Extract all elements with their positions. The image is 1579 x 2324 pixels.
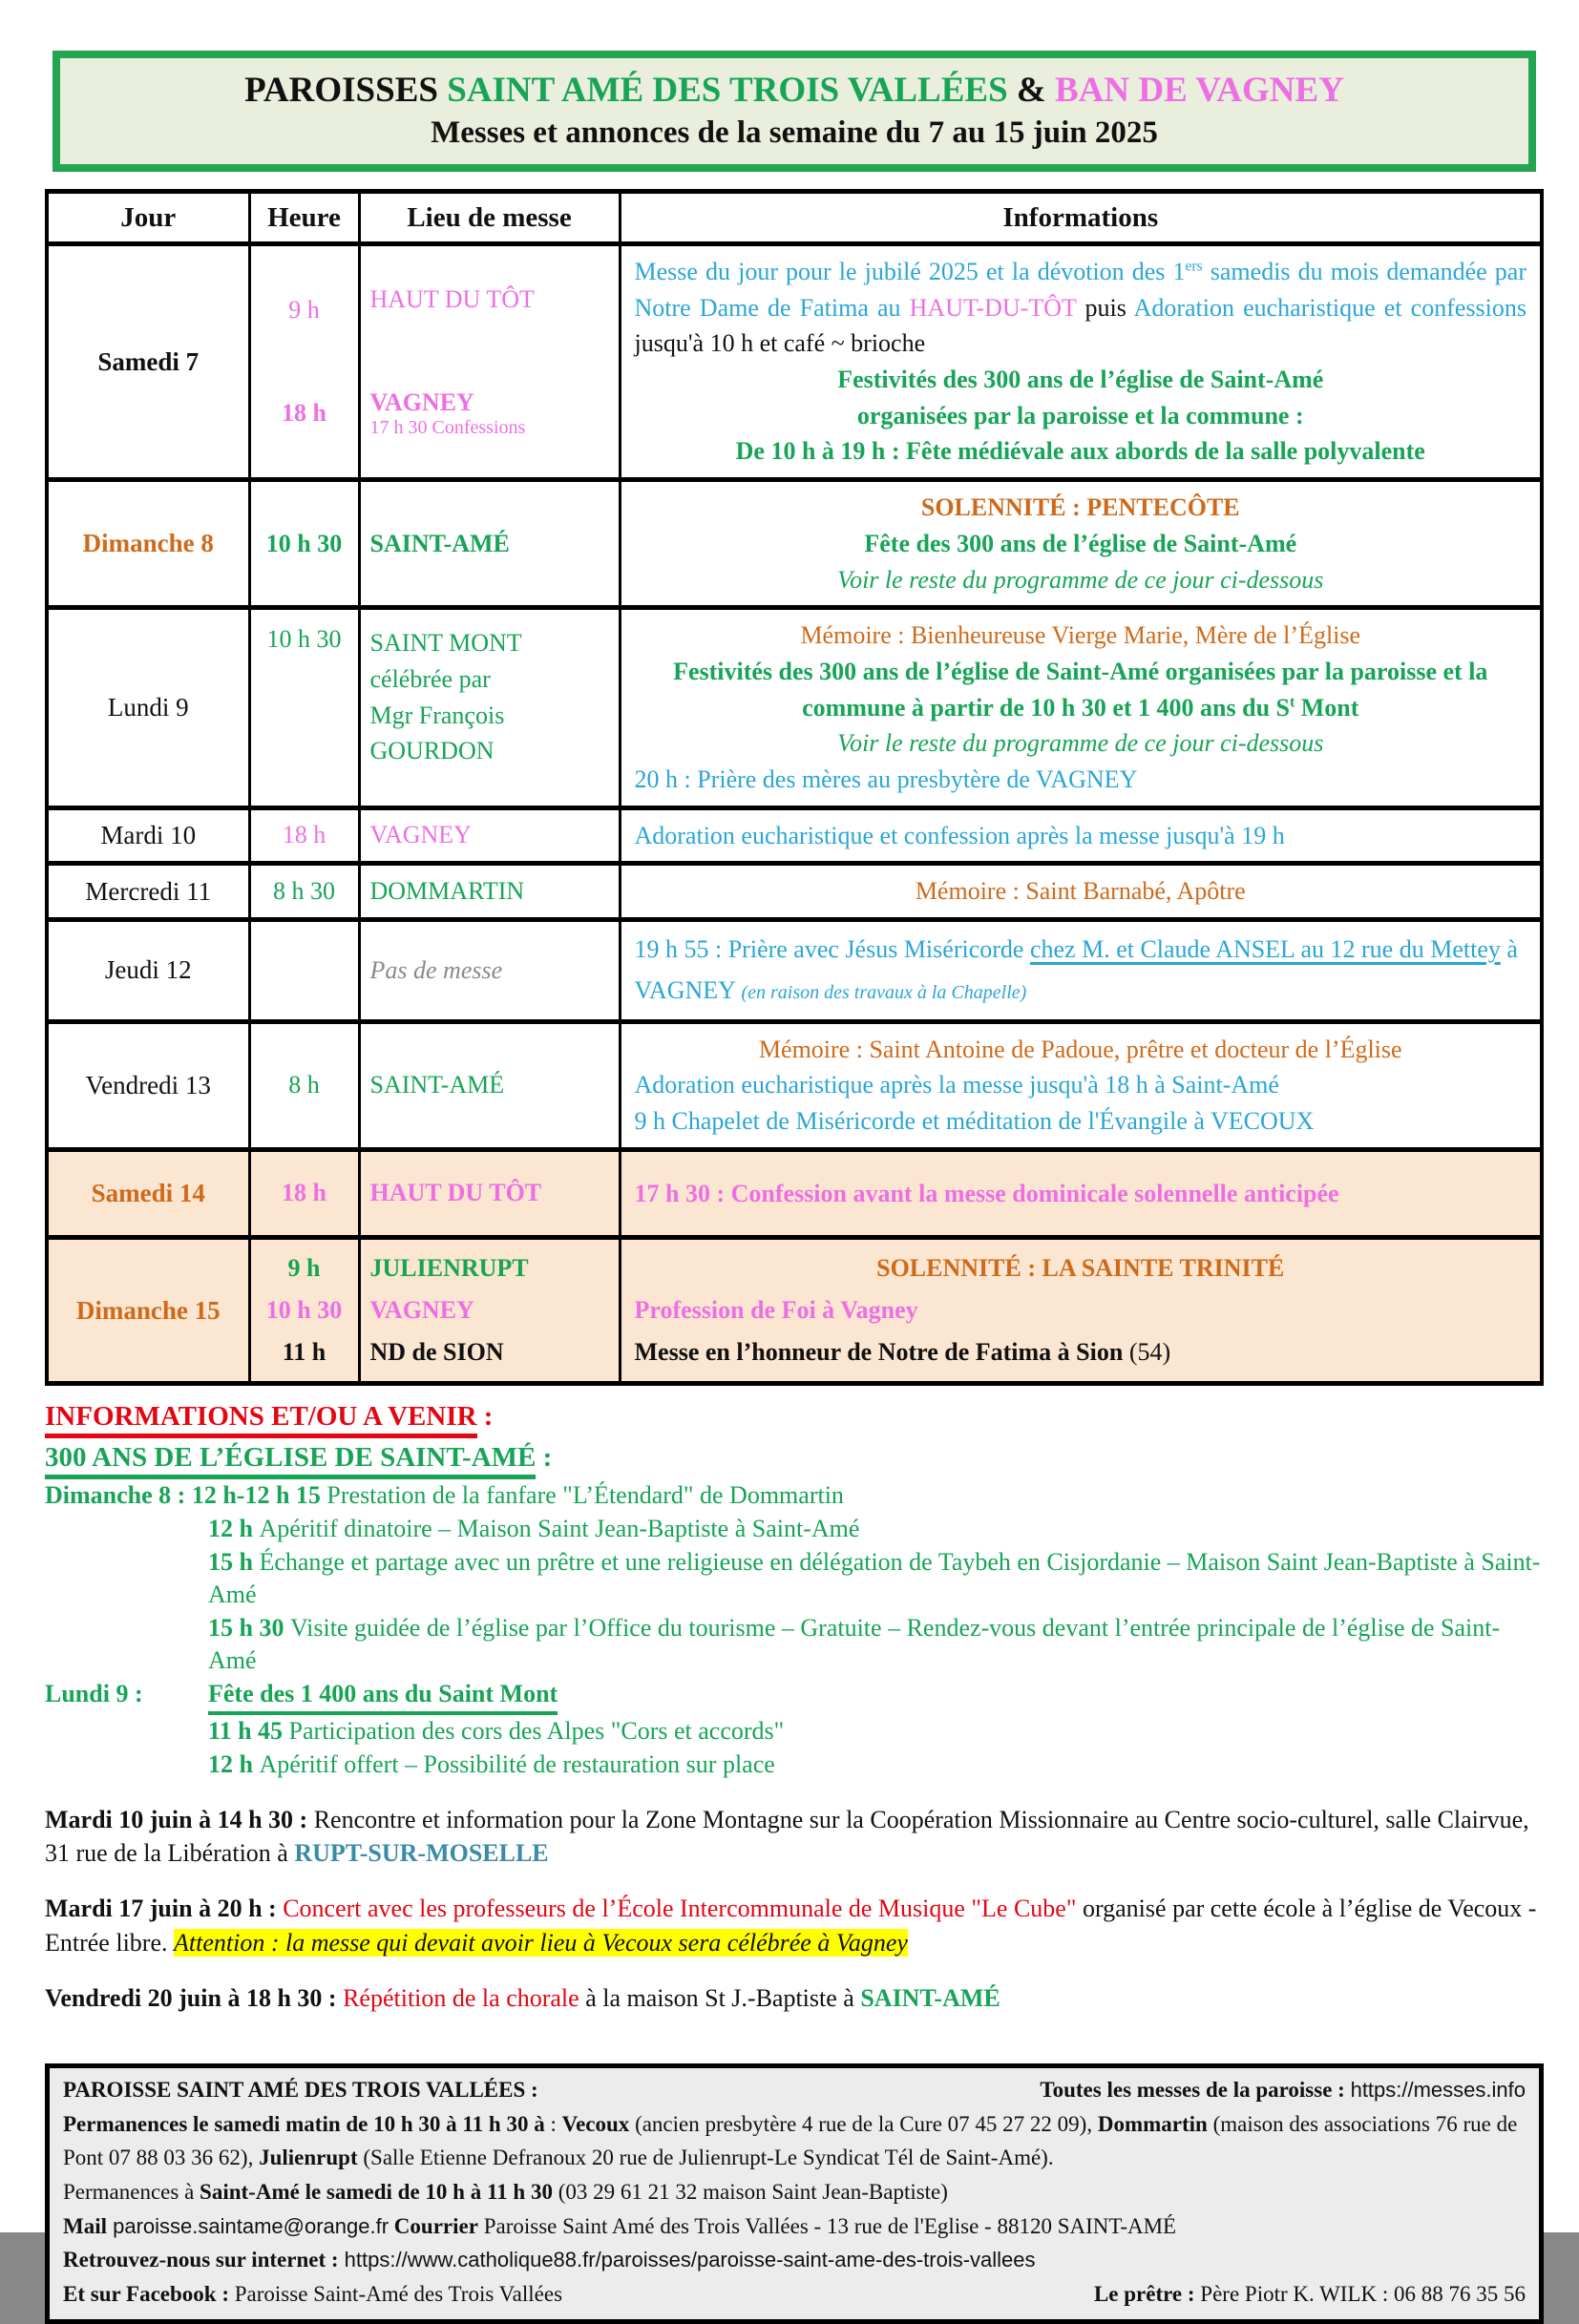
page-title — [60, 70, 1528, 111]
event-line-15h30: 15 h 30 Visite guidée de l’église par l’Office du tourisme – Gratuite – Rendez-vous devant l’entrée principale de l’église de Saint-Amé — [208, 1613, 1501, 1675]
place-cell — [359, 1237, 620, 1384]
table-row-vendredi-13 — [47, 1021, 1542, 1149]
place-cell: HAUT DU TÔT — [359, 1149, 620, 1237]
title-part-paroisses: PAROISSES — [244, 71, 448, 110]
footer-line-2: Permanences le samedi matin de 10 h 30 à 11 h 30 à : Vecoux (ancien presbytère 4 rue de la Cure 07 45 27 22 09), Dommartin (maison des associations 76 rue de Pont 07 88 03 36 62), Julienrupt (Salle Etienne Defranoux 20 rue de Julienrupt-Le Syndicat Tél de Saint-Amé). — [63, 2111, 1518, 2170]
place-cell — [359, 244, 620, 480]
masses-link-line: Toutes les messes de la paroisse : https://messes.info — [1040, 2077, 1526, 2102]
facebook-line: Et sur Facebook : Paroisse Saint-Amé des Trois Vallées — [63, 2281, 563, 2306]
day-cell: Lundi 9 — [47, 608, 249, 807]
time-value: 10 h 30 — [265, 1296, 343, 1325]
footer-line-6 — [63, 2277, 1526, 2312]
time-value: 18 h — [282, 399, 326, 428]
anniversary-heading: 300 ANS DE L’ÉGLISE DE SAINT-AMÉ : — [45, 1442, 1544, 1474]
time-cell: 18 h — [249, 807, 359, 864]
info-line: SOLENNITÉ : PENTECÔTE — [920, 493, 1240, 522]
info-cell — [620, 244, 1542, 480]
footer-line-4: Mail paroisse.saintame@orange.fr Courrier Paroisse Saint Amé des Trois Vallées - 13 rue de l'Eglise - 88120 SAINT-AMÉ — [63, 2213, 1177, 2238]
info-line: Festivités des 300 ans de l’église de Saint-Amé — [837, 366, 1324, 394]
time-cell: 18 h — [249, 1149, 359, 1237]
table-row-dimanche-8 — [47, 480, 1542, 608]
event-line-dimanche-8: Dimanche 8 : 12 h-12 h 15 Prestation de la fanfare "L’Étendard" de Dommartin — [45, 1481, 844, 1510]
paragraph-mardi-17-juin: Mardi 17 juin à 20 h : Concert avec les professeurs de l’École Intercommunale de Musique "Le Cube" organisé par cette école à l’église de Vecoux - Entrée libre. Attention : la messe qui devait avoir lieu à Vecoux sera célébrée à Vagney — [45, 1895, 1537, 1958]
info-line: 20 h : Prière des mères au presbytère de VAGNEY — [634, 764, 1138, 793]
info-line: SOLENNITÉ : LA SAINTE TRINITÉ — [876, 1253, 1285, 1282]
info-cell — [620, 1021, 1542, 1149]
footer-line-1 — [63, 2073, 1526, 2107]
table-row-samedi-7 — [47, 244, 1542, 480]
schedule-table — [45, 189, 1544, 1386]
info-line: Fête des 300 ans de l’église de Saint-Amé — [864, 529, 1297, 557]
announcements-heading: INFORMATIONS ET/OU A VENIR : — [45, 1401, 1544, 1433]
email-address: paroisse.saintame@orange.fr — [107, 2213, 389, 2238]
place-value: VAGNEY — [369, 387, 474, 416]
day-cell: Samedi 7 — [47, 244, 249, 480]
title-box — [53, 51, 1536, 172]
info-cell — [620, 480, 1542, 608]
place-cell: SAINT-AMÉ — [359, 1021, 620, 1149]
info-line: Messe en l’honneur de Notre de Fatima à Sion (54) — [634, 1338, 1171, 1367]
place-value: VAGNEY — [369, 1296, 474, 1325]
table-row-mercredi-11 — [47, 864, 1542, 920]
place-note: 17 h 30 Confessions — [369, 416, 526, 438]
parish-name: PAROISSE SAINT AMÉ DES TROIS VALLÉES : — [63, 2077, 538, 2102]
event-line-12h: 12 h Apéritif dinatoire – Maison Saint Jean-Baptiste à Saint-Amé — [208, 1514, 860, 1542]
info-cell — [620, 807, 1542, 864]
info-line: Mémoire : Saint Barnabé, Apôtre — [915, 877, 1246, 906]
event-line-11h45: 11 h 45 Participation des cors des Alpes "Cors et accords" — [208, 1717, 785, 1746]
info-line: organisées par la paroisse et la commune : — [856, 401, 1304, 429]
priest-line: Le prêtre : Père Piotr K. WILK : 06 88 76 35 56 — [1093, 2281, 1526, 2306]
event-line-12h-aperitif: 12 h Apéritif offert – Possibilité de restauration sur place — [208, 1750, 775, 1779]
info-line: Voir le reste du programme de ce jour ci-dessous — [837, 729, 1324, 758]
time-value: 9 h — [287, 1253, 321, 1282]
event-line-15h: 15 h Échange et partage avec un prêtre et une religieuse en délégation de Taybeh en Cisjordanie – Maison Saint Jean-Baptiste à Saint-Amé — [208, 1547, 1541, 1609]
day-cell: Dimanche 8 — [47, 480, 249, 608]
info-line: Profession de Foi à Vagney — [634, 1296, 918, 1325]
day-cell: Mardi 10 — [47, 807, 249, 864]
masses-url: https://messes.info — [1350, 2077, 1526, 2102]
table-row-samedi-14 — [47, 1149, 1542, 1237]
time-cell: 8 h — [249, 1021, 359, 1149]
title-part-ban-de-vagney: BAN DE VAGNEY — [1055, 71, 1344, 110]
info-cell — [620, 1149, 1542, 1237]
info-cell — [620, 1237, 1542, 1384]
time-cell — [249, 920, 359, 1022]
website-url: https://www.catholique88.fr/paroisses/paroisse-saint-ame-des-trois-vallees — [338, 2248, 1036, 2272]
place-cell: SAINT-AMÉ — [359, 480, 620, 608]
day-cell: Jeudi 12 — [47, 920, 249, 1022]
column-header-lieu: Lieu de messe — [359, 192, 620, 244]
announcements — [45, 1401, 1544, 2016]
table-row-mardi-10 — [47, 807, 1542, 864]
time-value: 9 h — [288, 296, 320, 325]
footer-line-5: Retrouvez-nous sur internet : https://www.catholique88.fr/paroisses/paroisse-saint-ame-des-trois-vallees — [63, 2248, 1036, 2272]
day-cell: Mercredi 11 — [47, 864, 249, 920]
footer-box — [45, 2063, 1544, 2324]
time-cell: 10 h 30 — [249, 608, 359, 807]
page-subtitle: Messes et annonces de la semaine du 7 au 15 juin 2025 — [431, 115, 1158, 150]
title-part-amp: & — [1007, 71, 1055, 110]
time-cell — [249, 244, 359, 480]
info-line: Messe du jour pour le jubilé 2025 et la dévotion des 1ers samedis du mois demandée par Notre Dame de Fatima au HAUT-DU-TÔT puis Adoration eucharistique et confessions jusqu'à 10 h et café ~ brioche — [634, 258, 1526, 358]
column-header-informations: Informations — [620, 192, 1542, 244]
time-cell: 10 h 30 — [249, 480, 359, 608]
info-line: Adoration eucharistique et confession après la messe jusqu'à 19 h — [634, 821, 1285, 849]
column-header-jour: Jour — [47, 192, 249, 244]
info-line: 9 h Chapelet de Miséricorde et méditation de l'Évangile à VECOUX — [634, 1107, 1315, 1136]
day-cell: Dimanche 15 — [47, 1237, 249, 1384]
paragraph-mardi-10-juin: Mardi 10 juin à 14 h 30 : Rencontre et information pour la Zone Montagne sur la Coopération Missionnaire au Centre socio-culturel, salle Clairvue, 31 rue de la Libération à RUPT-SUR-MOSELLE — [45, 1805, 1529, 1868]
info-line: Mémoire : Saint Antoine de Padoue, prêtre et docteur de l’Église — [758, 1035, 1402, 1063]
info-line: De 10 h à 19 h : Fête médiévale aux abords de la salle polyvalente — [735, 437, 1425, 466]
place-cell: Pas de messe — [359, 920, 620, 1022]
table-row-dimanche-15 — [47, 1237, 1542, 1384]
place-value: HAUT DU TÔT — [369, 284, 535, 313]
info-line: Mémoire : Bienheureuse Vierge Marie, Mère de l’Église — [800, 621, 1361, 650]
time-cell — [249, 1237, 359, 1384]
place-value: ND de SION — [369, 1338, 504, 1367]
event-line-lundi-9: Lundi 9 : Fête des 1 400 ans du Saint Mont — [45, 1678, 1544, 1716]
place-value: JULIENRUPT — [369, 1253, 529, 1282]
info-cell — [620, 920, 1542, 1022]
time-cell: 8 h 30 — [249, 864, 359, 920]
place-cell: SAINT MONT célébrée par Mgr François GOURDON — [359, 608, 620, 807]
paragraph-vendredi-20-juin: Vendredi 20 juin à 18 h 30 : Répétition de la chorale à la maison St J.-Baptiste à SAINT-AMÉ — [45, 1984, 1000, 2013]
highlighted-notice: Attention : la messe qui devait avoir lieu à Vecoux sera célébrée à Vagney — [174, 1929, 908, 1958]
info-line: 17 h 30 : Confession avant la messe dominicale solennelle anticipée — [634, 1179, 1339, 1207]
info-line: 19 h 55 : Prière avec Jésus Miséricorde chez M. et Claude ANSEL au 12 rue du Mettey à VAGNEY (en raison des travaux à la Chapelle) — [634, 935, 1518, 1004]
info-cell — [620, 864, 1542, 920]
info-line: Festivités des 300 ans de l’église de Saint-Amé organisées par la paroisse et la commune à partir de 10 h 30 et 1 400 ans du $S^t$ Mont — [673, 657, 1488, 722]
day-cell: Vendredi 13 — [47, 1021, 249, 1149]
title-part-saint-ame: SAINT AMÉ DES TROIS VALLÉES — [447, 71, 1008, 110]
day-cell: Samedi 14 — [47, 1149, 249, 1237]
table-header-row — [47, 192, 1542, 244]
place-cell: DOMMARTIN — [359, 864, 620, 920]
info-cell — [620, 608, 1542, 807]
table-row-jeudi-12 — [47, 920, 1542, 1022]
table-row-lundi-9 — [47, 608, 1542, 807]
place-cell: VAGNEY — [359, 807, 620, 864]
footer-line-3: Permanences à Saint-Amé le samedi de 10 h à 11 h 30 (03 29 61 21 32 maison Saint Jean-Baptiste) — [63, 2179, 948, 2204]
info-line: Adoration eucharistique après la messe jusqu'à 18 h à Saint-Amé — [634, 1071, 1279, 1099]
time-value: 11 h — [282, 1338, 326, 1367]
info-line: Voir le reste du programme de ce jour ci-dessous — [837, 565, 1324, 594]
column-header-heure: Heure — [249, 192, 359, 244]
